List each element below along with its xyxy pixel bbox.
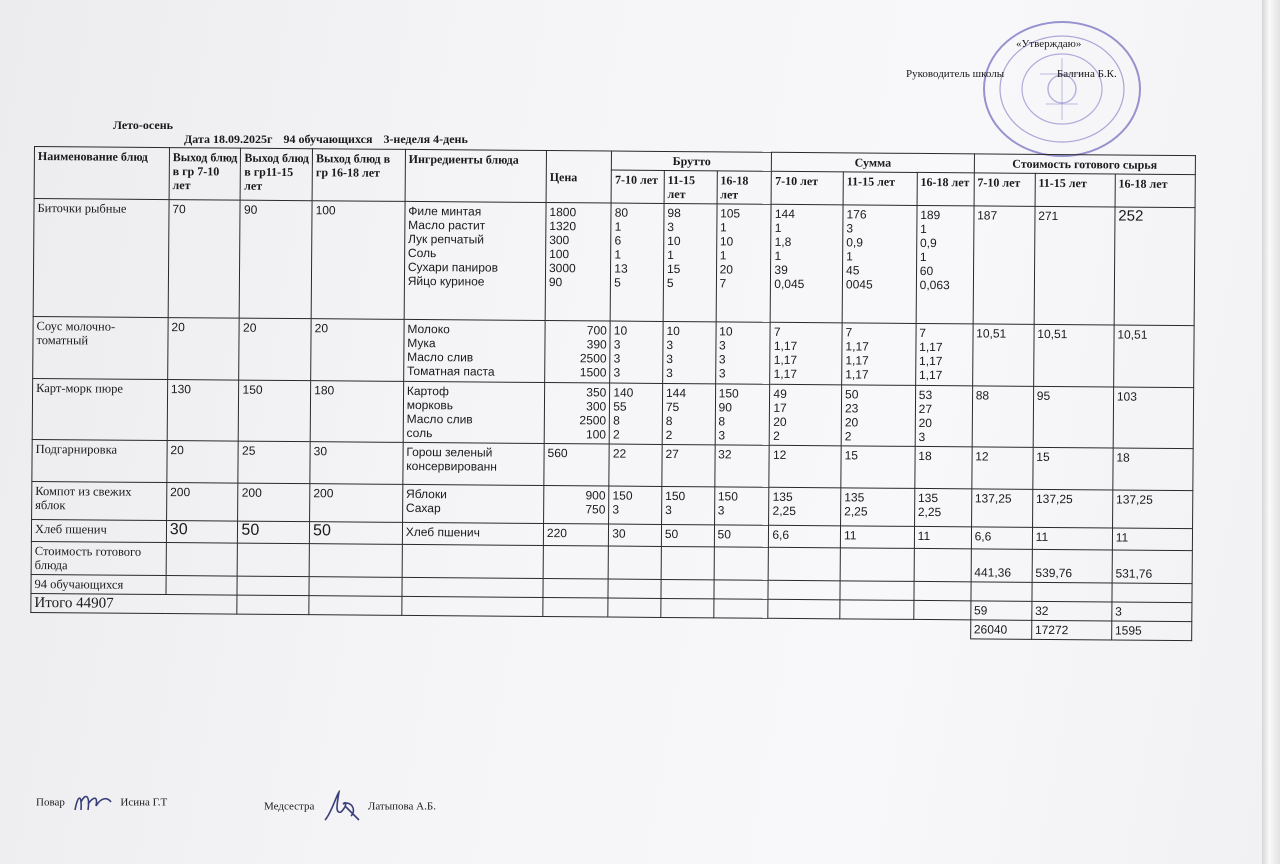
- ingredients-list-value: Яблоки: [406, 486, 447, 502]
- cost-16-18: 18: [1113, 448, 1194, 491]
- ingredients-list: [402, 522, 543, 545]
- sum-16-18-value: 0,063: [919, 277, 950, 293]
- totals: [31, 541, 1193, 640]
- brutto-7-10: [609, 524, 662, 546]
- ingredients-list-value: Лук репчатый: [408, 231, 485, 247]
- sum-7-10-value: 1: [774, 220, 782, 235]
- brutto-7-10-value: 55: [613, 399, 627, 414]
- sum-11-15: [841, 488, 915, 527]
- dish-name: Биточки рыбные: [33, 199, 169, 318]
- sum-11-15: [841, 385, 915, 447]
- cost-16-18: 10,51: [1113, 325, 1194, 388]
- brutto-16-18-value: 10: [719, 234, 734, 249]
- price-list: [544, 383, 610, 445]
- sum-16-18-value: 60: [919, 263, 934, 279]
- ingredients-list-value: Масло слив: [406, 411, 473, 427]
- sum-16-18-value: 27: [918, 401, 933, 417]
- brutto-7-10: [610, 321, 663, 383]
- brutto-11-15-value: 1: [667, 247, 674, 263]
- ingredients-list: [404, 201, 546, 320]
- brutto-7-10-value: 140: [613, 385, 634, 400]
- sum-11-15-value: 2: [844, 429, 852, 444]
- col-dish: Наименование блюд: [34, 147, 169, 200]
- price-list-value: 2500: [579, 351, 607, 366]
- brutto-7-10: [610, 203, 664, 321]
- brutto-16-18: [714, 525, 769, 547]
- brutto-11-15: [663, 321, 716, 383]
- dish-name: Карт-морк пюре: [32, 378, 167, 440]
- brutto-11-15: [661, 486, 714, 524]
- brutto-16-18-value: 10: [719, 324, 733, 339]
- cook-name: Исина Г.Т: [120, 796, 168, 809]
- sum-11-15-value: 23: [844, 401, 859, 416]
- amount-11-15: 17272: [1031, 620, 1111, 640]
- price-list-value: 750: [585, 502, 606, 517]
- sum-16-18-value: 7: [919, 325, 927, 341]
- brutto-7-10-value: 22: [612, 446, 627, 461]
- brutto-11-15-value: 150: [665, 488, 686, 504]
- price-list-value: 350: [586, 385, 607, 400]
- dish-row: [33, 316, 1194, 387]
- brutto-7-10-value: 3: [613, 337, 621, 352]
- price-list-value: 560: [547, 446, 568, 461]
- students-count: 94 обучающихся: [283, 132, 373, 146]
- col-brutto: Брутто: [612, 151, 772, 171]
- brutto-16-18-value: 50: [717, 527, 731, 542]
- yield-7-10: 130: [167, 380, 239, 442]
- brutto-16-18: [714, 487, 769, 525]
- sum-7-10: [769, 445, 841, 488]
- ingredients-list-value: Филе минтая: [408, 203, 482, 219]
- brutto-11-15-value: 15: [666, 261, 681, 277]
- sum-16-18-value: 1,17: [918, 367, 943, 383]
- ingredients-list-value: Томатная паста: [406, 363, 495, 379]
- page-edge: [1262, 0, 1280, 864]
- brutto-16-18-value: 3: [718, 428, 726, 443]
- sum-16-18: [915, 385, 972, 446]
- age-16-18: 16-18 лет: [917, 172, 974, 205]
- dish-row: [32, 378, 1193, 448]
- price-list-value: 100: [585, 427, 607, 442]
- price-list-value: 3000: [548, 261, 576, 276]
- cost-16-18: 137,25: [1112, 490, 1192, 529]
- price-list: [543, 524, 608, 547]
- dish-name: Подгарнировка: [32, 439, 167, 482]
- brutto-16-18-value: 1: [719, 248, 727, 263]
- sum-16-18-value: 1: [919, 249, 927, 265]
- price-list-value: 300: [586, 399, 607, 414]
- sum-16-18: [915, 446, 972, 488]
- count-7-10: 59: [970, 601, 1031, 620]
- yield-16-18: 200: [310, 484, 403, 523]
- sum-11-15-value: 7: [845, 325, 853, 340]
- week-day: 3-неделя 4-день: [383, 132, 468, 146]
- price-list-value: 300: [549, 233, 570, 248]
- brutto-16-18-value: 1: [719, 220, 727, 235]
- sum-16-18-value: 11: [917, 528, 931, 544]
- cost-16-18: 103: [1113, 387, 1194, 449]
- sum-11-15-value: 20: [844, 415, 859, 430]
- brutto-16-18-value: 3: [719, 338, 726, 353]
- sum-11-15-value: 1: [846, 249, 853, 264]
- brutto-7-10-value: 150: [612, 488, 633, 503]
- brutto-7-10-value: 6: [614, 233, 622, 248]
- ingredients-list-value: Масло растит: [408, 217, 486, 233]
- brutto-16-18-value: 105: [720, 206, 741, 221]
- cost-7-10: 187: [973, 206, 1035, 324]
- ingredients-list-value: соль: [406, 425, 433, 441]
- ingredients-list-value: Масло слив: [407, 349, 474, 365]
- brutto-7-10-value: 3: [612, 502, 620, 517]
- price-list-value: 700: [586, 323, 607, 338]
- sum-16-18-value: 2,25: [917, 504, 942, 520]
- sum-16-18-value: 20: [918, 415, 933, 431]
- sum-11-15-value: 15: [844, 448, 859, 463]
- brutto-11-15: [662, 444, 715, 486]
- sum-11-15-value: 1,17: [845, 353, 869, 368]
- yield-11-15: 50: [238, 521, 310, 544]
- season-label: Лето-осень: [113, 118, 173, 132]
- yield-11-15: 25: [238, 441, 310, 484]
- brutto-16-18: [714, 445, 769, 487]
- cost-7-10: 88: [972, 386, 1034, 447]
- dish-name: Хлеб пшенич: [31, 519, 166, 542]
- sum-16-18: [916, 205, 974, 323]
- yield-16-18: 50: [309, 522, 402, 545]
- nurse-name: Латыпова А.Б.: [367, 800, 436, 813]
- sum-11-15-value: 1,17: [845, 339, 869, 354]
- brutto-16-18-value: 150: [717, 489, 738, 504]
- price-list-value: 1320: [549, 219, 577, 234]
- col-cost: Стоимость готового сырья: [974, 154, 1195, 175]
- sum-7-10-value: 17: [773, 400, 787, 415]
- brutto-16-18-value: 3: [718, 366, 726, 381]
- cook-role: Повар: [36, 796, 65, 809]
- date: Дата 18.09.2025г: [184, 132, 273, 146]
- sum-11-15-value: 2,25: [844, 504, 868, 519]
- sum-7-10-value: 6,6: [772, 527, 790, 542]
- sum-16-18: [914, 488, 971, 526]
- sum-11-15-value: 11: [843, 528, 857, 543]
- dish-row: [33, 199, 1195, 326]
- date-line: [184, 132, 476, 147]
- amount-16-18: 1595: [1111, 621, 1191, 641]
- sum-7-10-value: 2: [773, 428, 780, 443]
- price-list-value: 390: [586, 337, 607, 352]
- ingredients-list-value: Картоф: [406, 383, 449, 399]
- cost-11-15: 15: [1033, 447, 1113, 490]
- sum-16-18: [914, 526, 971, 548]
- brutto-11-15-value: 3: [666, 351, 674, 367]
- sum-11-15: [840, 526, 914, 549]
- director-line: [906, 68, 1117, 80]
- brutto-16-18-value: 20: [719, 262, 734, 277]
- ingredients-list-value: Хлеб пшенич: [405, 524, 480, 540]
- price-list: [544, 486, 610, 525]
- price-list: [545, 203, 611, 322]
- sum-16-18-value: 18: [918, 448, 932, 464]
- sum-7-10: [769, 525, 841, 548]
- ready-cost-7-10: 441,36: [971, 549, 1032, 582]
- sum-7-10: [771, 204, 844, 323]
- yield-16-18: 20: [311, 319, 404, 382]
- approve-label: «Утверждаю»: [1016, 38, 1082, 50]
- sum-16-18-value: 3: [918, 429, 926, 445]
- sum-16-18: [915, 323, 972, 385]
- nurse-signature: [321, 790, 361, 824]
- cook-signature-line: [36, 790, 167, 816]
- price-list: [545, 321, 611, 384]
- cost-7-10: 12: [971, 447, 1032, 489]
- brutto-11-15-value: 10: [667, 233, 681, 249]
- brutto-16-18-value: 7: [719, 276, 727, 291]
- sum-11-15-value: 3: [846, 221, 854, 236]
- price-list-value: 90: [548, 275, 563, 290]
- brutto-7-10-value: 5: [614, 275, 621, 290]
- ready-cost-16-18: 531,76: [1112, 550, 1192, 584]
- brutto-11-15-value: 5: [666, 275, 674, 291]
- price-list: [544, 444, 610, 487]
- brutto-7-10-value: 1: [614, 219, 622, 234]
- ingredients-list-value: Горош зеленый: [406, 444, 493, 460]
- price-list-value: 900: [585, 488, 606, 503]
- sum-7-10-value: 20: [773, 414, 787, 429]
- brutto-16-18-value: 150: [718, 386, 739, 401]
- brutto-7-10-value: 3: [613, 365, 621, 380]
- sum-16-18-value: 53: [918, 387, 933, 403]
- sum-7-10: [770, 384, 842, 446]
- students-label: 94 обучающихся: [31, 574, 166, 594]
- sum-11-15-value: 1,17: [845, 367, 869, 382]
- sum-7-10-value: 7: [773, 324, 781, 339]
- price-list-value: 220: [546, 526, 568, 541]
- cost-11-15: 95: [1033, 386, 1114, 448]
- brutto-7-10-value: 3: [613, 351, 621, 366]
- sum-7-10-value: 1,17: [773, 352, 798, 367]
- brutto-7-10: [609, 444, 662, 486]
- age-7-10: 7-10 лет: [611, 170, 664, 203]
- yield-11-15: 20: [239, 318, 311, 381]
- age-11-15: 11-15 лет: [664, 170, 717, 203]
- nurse-signature-line: [264, 790, 436, 824]
- yield-7-10: 70: [168, 200, 241, 319]
- count-11-15: 32: [1032, 601, 1112, 621]
- yield-11-15: 90: [240, 200, 313, 319]
- sum-7-10-value: 1,8: [774, 234, 792, 249]
- yield-11-15: 200: [238, 483, 310, 522]
- col-yield-16-18: Выход блюд в гр 16-18 лет: [312, 149, 405, 202]
- menu-table: [30, 146, 1196, 641]
- ingredients-list: [403, 319, 545, 382]
- yield-11-15: 150: [239, 380, 311, 442]
- brutto-11-15-value: 50: [664, 526, 679, 542]
- ingredients-list-value: консервированн: [406, 458, 497, 474]
- price-list-value: 1800: [549, 205, 577, 220]
- brutto-7-10: [609, 486, 662, 524]
- col-sum: Сумма: [772, 152, 974, 173]
- sum-7-10-value: 1,17: [773, 366, 798, 381]
- director-role: Руководитель школы: [906, 68, 1005, 80]
- yield-7-10: 20: [168, 318, 240, 381]
- brutto-11-15: [661, 524, 714, 546]
- cost-7-10: 137,25: [971, 489, 1032, 527]
- col-yield-7-10: Выход блюд в гр 7-10 лет: [169, 148, 241, 201]
- sum-11-15-value: 0,9: [846, 235, 864, 250]
- brutto-7-10-value: 2: [612, 427, 620, 442]
- ready-cost-11-15: 539,76: [1032, 549, 1112, 583]
- col-price: Цена: [546, 151, 612, 204]
- cost-7-10: 6,6: [971, 527, 1032, 549]
- sum-11-15: [842, 205, 917, 324]
- brutto-11-15-value: 3: [665, 502, 672, 518]
- ingredients-list-value: Мука: [407, 335, 436, 351]
- ingredients-list-value: Молоко: [407, 321, 450, 337]
- brutto-11-15: [662, 383, 715, 444]
- ingredients-list: [403, 381, 545, 443]
- brutto-16-18-value: 3: [718, 352, 726, 367]
- ingredients-list-value: морковь: [406, 397, 454, 413]
- brutto-7-10-value: 80: [614, 205, 629, 220]
- col-yield-11-15: Выход блюд в гр11-15 лет: [241, 148, 313, 201]
- cost-16-18: 252: [1114, 207, 1195, 326]
- yield-16-18: 100: [311, 201, 405, 320]
- sum-11-15-value: 135: [844, 490, 865, 505]
- sum-16-18-value: 1: [920, 221, 927, 237]
- ingredients-list: [403, 442, 544, 485]
- sum-16-18-value: 0,9: [919, 235, 937, 251]
- ingredients-list-value: Соль: [407, 245, 437, 261]
- sum-16-18-value: 189: [920, 207, 941, 223]
- yield-7-10: 200: [166, 483, 238, 522]
- brutto-7-10-value: 30: [612, 526, 626, 541]
- cost-11-15: 11: [1032, 527, 1112, 550]
- yield-16-18: 30: [310, 442, 403, 485]
- yield-7-10: 20: [167, 441, 239, 484]
- cost-11-15: 271: [1034, 206, 1115, 325]
- price-list-value: 100: [549, 247, 570, 262]
- sum-7-10: [769, 487, 841, 526]
- brutto-11-15-value: 3: [667, 219, 675, 235]
- count-16-18: 3: [1112, 602, 1192, 622]
- sum-7-10-value: 39: [774, 262, 788, 277]
- price-list-value: 2500: [579, 413, 607, 428]
- brutto-11-15: [663, 203, 717, 321]
- ready-cost-label: Стоимость готового блюда: [31, 541, 166, 575]
- director-name: Балгина Б.К.: [1056, 68, 1117, 80]
- sum-7-10: [770, 322, 842, 385]
- sum-11-15-value: 176: [846, 207, 867, 222]
- sum-11-15-value: 0045: [845, 277, 873, 292]
- yield-16-18: 180: [310, 381, 403, 443]
- brutto-16-18: [715, 384, 770, 445]
- brutto-7-10-value: 13: [614, 261, 628, 276]
- brutto-11-15-value: 98: [667, 205, 681, 221]
- col-ingredients: Ингредиенты блюда: [405, 149, 547, 202]
- age-11-15: 11-15 лет: [1035, 173, 1115, 207]
- cook-signature: [72, 790, 114, 816]
- itogo-label: Итого 44907: [31, 593, 238, 614]
- sum-7-10-value: 12: [772, 447, 787, 462]
- brutto-7-10-value: 8: [613, 413, 620, 428]
- brutto-7-10-value: 1: [614, 247, 622, 262]
- price-list-value: 1500: [579, 365, 607, 380]
- brutto-11-15-value: 27: [665, 446, 679, 462]
- brutto-11-15-value: 10: [666, 323, 680, 339]
- dish-name: Соус молочно-томатный: [33, 316, 168, 379]
- sum-16-18-value: 1,17: [919, 353, 943, 369]
- brutto-16-18: [715, 322, 770, 384]
- ingredients-list: [402, 484, 543, 523]
- ingredients-list-value: Сахар: [405, 500, 441, 516]
- nurse-role: Медсестра: [264, 800, 315, 813]
- sum-7-10-value: 1,17: [773, 338, 798, 354]
- brutto-11-15-value: 144: [665, 385, 687, 401]
- ingredients-list-value: Яйцо куриное: [407, 273, 485, 289]
- sum-7-10-value: 49: [773, 386, 787, 401]
- cost-11-15: 137,25: [1032, 489, 1112, 528]
- yield-7-10: 30: [166, 521, 238, 544]
- ingredients-list-value: Сухари паниров: [407, 259, 499, 275]
- menu-rows: [31, 199, 1195, 551]
- dish-name: Компот из свежих яблок: [32, 481, 167, 520]
- cost-16-18: 11: [1112, 528, 1192, 551]
- brutto-16-18-value: 90: [718, 400, 732, 415]
- age-7-10: 7-10 лет: [771, 171, 843, 205]
- sum-16-18-value: 135: [917, 490, 939, 506]
- sum-7-10-value: 144: [774, 206, 795, 221]
- sum-16-18-value: 1,17: [919, 339, 943, 355]
- sum-7-10-value: 0,045: [774, 276, 805, 292]
- amount-7-10: 26040: [970, 620, 1031, 639]
- sum-7-10-value: 1: [774, 248, 782, 263]
- cost-11-15: 10,51: [1033, 324, 1114, 387]
- brutto-16-18: [716, 204, 772, 322]
- brutto-11-15-value: 75: [665, 399, 680, 415]
- brutto-16-18-value: 32: [718, 447, 732, 462]
- sum-11-15: [841, 446, 915, 489]
- brutto-11-15-value: 8: [665, 413, 673, 429]
- brutto-11-15-value: 2: [665, 427, 673, 443]
- age-16-18: 16-18 лет: [717, 171, 772, 204]
- age-7-10: 7-10 лет: [974, 173, 1035, 206]
- brutto-11-15-value: 3: [666, 365, 673, 381]
- sum-11-15-value: 45: [846, 263, 860, 278]
- brutto-7-10: [609, 383, 662, 444]
- brutto-16-18-value: 8: [718, 414, 726, 429]
- brutto-16-18-value: 3: [717, 503, 725, 518]
- cost-7-10: 10,51: [972, 324, 1034, 386]
- brutto-7-10-value: 10: [613, 323, 628, 338]
- sum-7-10-value: 135: [772, 489, 793, 504]
- sum-11-15-value: 50: [845, 387, 859, 402]
- sum-7-10-value: 2,25: [772, 503, 796, 518]
- age-16-18: 16-18 лет: [1115, 174, 1195, 208]
- brutto-11-15-value: 3: [666, 337, 674, 353]
- sum-11-15: [842, 323, 916, 386]
- age-11-15: 11-15 лет: [843, 172, 917, 206]
